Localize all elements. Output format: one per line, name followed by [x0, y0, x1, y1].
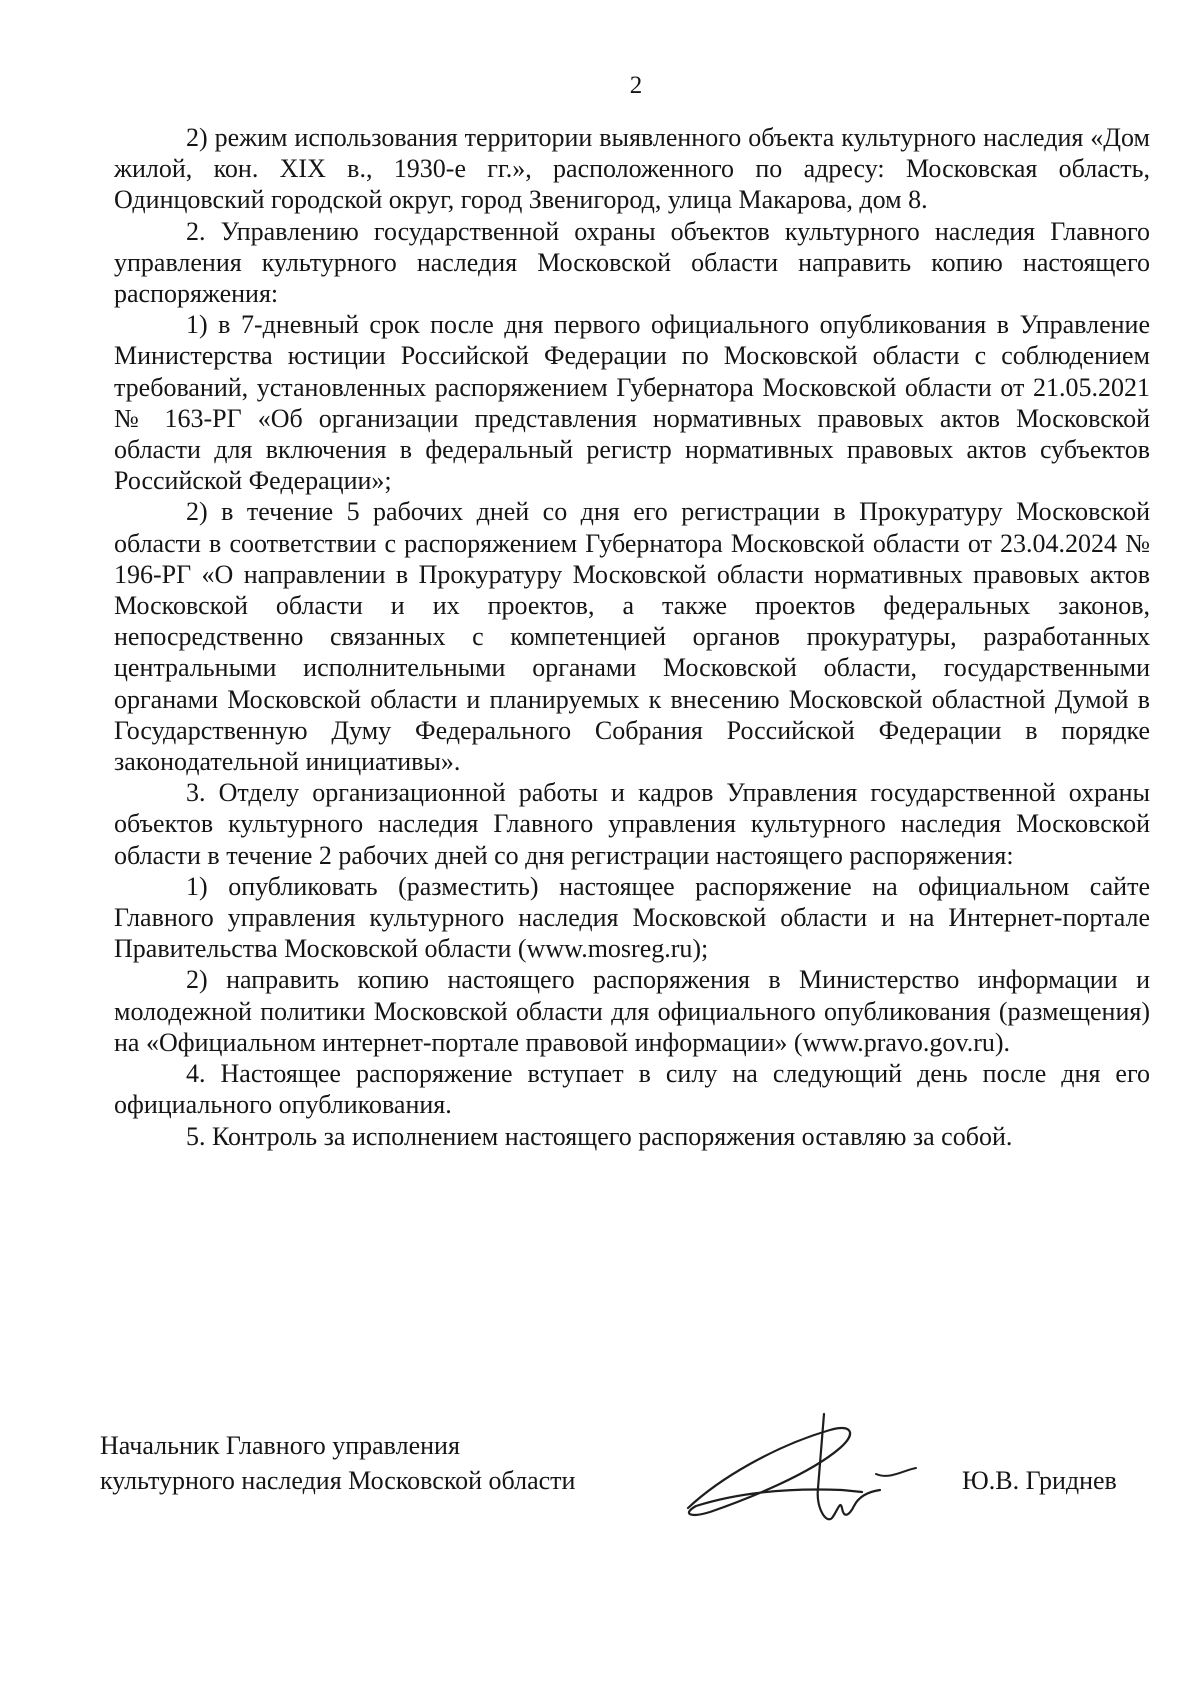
signatory-title-line1: Начальник Главного управления [100, 1431, 460, 1460]
paragraph-item-2: 2) режим использования территории выявленного объекта культурного наследия «Дом жилой, кон. XIX в., 1930-е гг.», расположенного по адресу: Московская область, Одинцовский городской округ, город Звенигород, улица Макарова, дом 8. [114, 123, 1150, 215]
signatory-title [100, 1428, 575, 1498]
paragraph-point-2-2: 2) в течение 5 рабочих дней со дня его регистрации в Прокуратуру Московской области в соответствии с распоряжением Губернатора Московской области от 23.04.2024 № 196-РГ «О направлении в Прокуратуру Московской области нормативных правовых актов Московской области и их проектов, а также проектов федеральных законов, непосредственно связанных с компетенцией органов прокуратуры, разработанных центральными исполнительными органами Московской области, государственными органами Московской области и планируемых к внесению Московской областной Думой в Государственную Думу Федерального Собрания Российской Федерации в порядке законодательной инициативы». [114, 497, 1150, 777]
document-body [114, 122, 1150, 1152]
paragraph-point-3: 3. Отделу организационной работы и кадров Управления государственной охраны объектов культурного наследия Главного управления культурного наследия Московской области в течение 2 рабочих дней со дня регистрации настоящего распоряжения: [114, 778, 1150, 870]
paragraph-point-3-1: 1) опубликовать (разместить) настоящее распоряжение на официальном сайте Главного управления культурного наследия Московской области и на Интернет-портале Правительства Московской области (www.mosreg.ru); [114, 871, 1150, 964]
handwritten-signature [680, 1408, 940, 1548]
paragraph-point-4: 4. Настоящее распоряжение вступает в силу на следующий день после дня его официального опубликования. [114, 1059, 1150, 1120]
paragraph-point-5: 5. Контроль за исполнением настоящего распоряжения оставляю за собой. [186, 1121, 1013, 1151]
signatory-title-line2: культурного наследия Московской области [100, 1466, 576, 1495]
paragraph-point-2-1: 1) в 7-дневный срок после дня первого официального опубликования в Управление Министерства юстиции Российской Федерации по Московской области с соблюдением требований, установленных распоряжением Губернатора Московской области от 21.05.2021 № 163-РГ «Об организации представления нормативных правовых актов Московской области для включения в федеральный регистр нормативных правовых актов субъектов Российской Федерации»; [114, 310, 1150, 496]
paragraph-point-3-2: 2) направить копию настоящего распоряжения в Министерство информации и молодежной политики Московской области для официального опубликования (размещения) на «Официальном интернет-портале правовой информации» (www.pravo.gov.ru). [114, 965, 1150, 1057]
page-number: 2 [629, 72, 643, 99]
signatory-name: Ю.В. Гриднев [962, 1466, 1117, 1495]
paragraph-point-2: 2. Управлению государственной охраны объектов культурного наследия Главного управления культурного наследия Московской области направить копию настоящего распоряжения: [114, 216, 1150, 309]
